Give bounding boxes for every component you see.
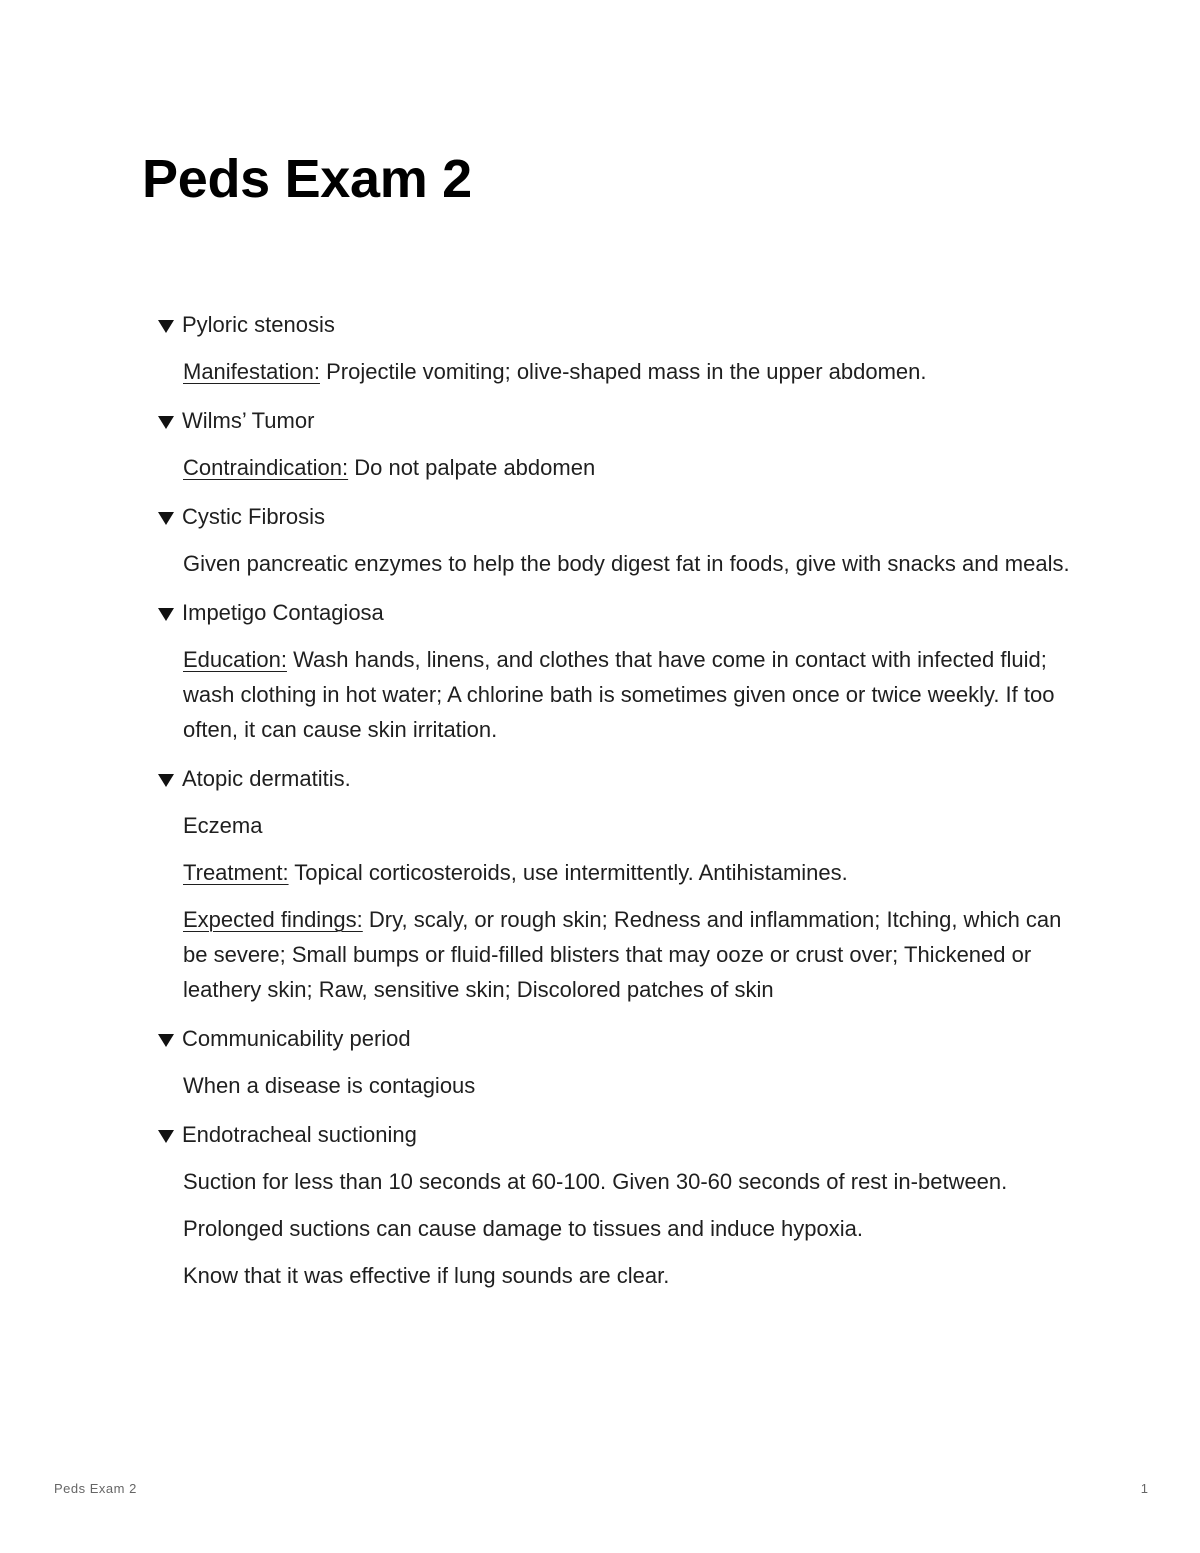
toggle-heading: Communicability period	[182, 1026, 411, 1051]
paragraph-text: Given pancreatic enzymes to help the body digest fat in foods, give with snacks and meals.	[183, 551, 1070, 576]
field-label: Education:	[183, 647, 287, 672]
field-label: Manifestation:	[183, 359, 320, 384]
toggle-block	[156, 1020, 1076, 1103]
toggle-paragraph	[183, 1211, 1076, 1246]
toggle-content	[156, 354, 1076, 389]
toggle-paragraph	[183, 1068, 1076, 1103]
paragraph-text: Suction for less than 10 seconds at 60-100. Given 30-60 seconds of rest in-between.	[183, 1169, 1008, 1194]
toggle-content	[156, 1164, 1076, 1293]
toggle-paragraph	[183, 808, 1076, 843]
toggle-block	[156, 1116, 1076, 1293]
triangle-down-icon[interactable]	[158, 608, 174, 621]
toggle-heading: Atopic dermatitis.	[182, 766, 351, 791]
toggle-header[interactable]	[156, 1020, 1076, 1058]
toggle-paragraph	[183, 642, 1076, 747]
paragraph-text: Projectile vomiting; olive-shaped mass in the upper abdomen.	[319, 359, 927, 384]
toggle-header[interactable]	[156, 1116, 1076, 1154]
toggle-paragraph	[183, 546, 1076, 581]
triangle-down-icon[interactable]	[158, 774, 174, 787]
toggle-header[interactable]	[156, 306, 1076, 344]
toggle-content	[156, 546, 1076, 581]
paragraph-text: Do not palpate abdomen	[348, 455, 596, 480]
toggle-content	[156, 808, 1076, 1007]
toggle-header[interactable]	[156, 594, 1076, 632]
toggle-heading: Cystic Fibrosis	[182, 504, 326, 529]
toggle-heading: Pyloric stenosis	[182, 312, 335, 337]
field-label: Contraindication:	[183, 455, 349, 480]
toggle-content	[156, 642, 1076, 747]
toggle-content	[156, 1068, 1076, 1103]
paragraph-text: Dry, scaly, or rough skin; Redness and inflammation; Itching, which can be severe; Small bumps or fluid-filled blisters that may ooze or crust over; Thickened or leathery skin; Raw, sensitive skin; Discolored patches of skin	[183, 907, 1062, 1002]
toggle-header[interactable]	[156, 498, 1076, 536]
paragraph-text: Wash hands, linens, and clothes that have come in contact with infected fluid; wash clothing in hot water; A chlorine bath is sometimes given once or twice weekly. If too often, it can cause skin irritation.	[183, 647, 1055, 742]
paragraph-text: Eczema	[183, 813, 263, 838]
toggle-heading: Impetigo Contagiosa	[182, 600, 384, 625]
footer-doc-title: Peds Exam 2	[54, 1481, 137, 1496]
toggle-block	[156, 760, 1076, 1007]
field-label: Treatment:	[183, 860, 289, 885]
toggle-paragraph	[183, 902, 1076, 1007]
toggle-paragraph	[183, 1258, 1076, 1293]
field-label: Expected findings:	[183, 907, 363, 932]
toggle-heading: Wilms’ Tumor	[182, 408, 315, 433]
toggle-block	[156, 498, 1076, 581]
triangle-down-icon[interactable]	[158, 320, 174, 333]
triangle-down-icon[interactable]	[158, 512, 174, 525]
toggle-paragraph	[183, 855, 1076, 890]
toggle-block	[156, 306, 1076, 389]
triangle-down-icon[interactable]	[158, 416, 174, 429]
paragraph-text: Topical corticosteroids, use intermittently. Antihistamines.	[288, 860, 848, 885]
toggle-block	[156, 594, 1076, 747]
toggle-paragraph	[183, 1164, 1076, 1199]
toggle-header[interactable]	[156, 760, 1076, 798]
toggle-list	[156, 306, 1076, 1306]
triangle-down-icon[interactable]	[158, 1034, 174, 1047]
toggle-block	[156, 402, 1076, 485]
footer-page-number: 1	[1140, 1481, 1148, 1496]
toggle-header[interactable]	[156, 402, 1076, 440]
toggle-paragraph	[183, 450, 1076, 485]
toggle-content	[156, 450, 1076, 485]
toggle-heading: Endotracheal suctioning	[182, 1122, 417, 1147]
triangle-down-icon[interactable]	[158, 1130, 174, 1143]
paragraph-text: Prolonged suctions can cause damage to tissues and induce hypoxia.	[183, 1216, 863, 1241]
page-title: Peds Exam 2	[142, 149, 472, 209]
paragraph-text: Know that it was effective if lung sounds are clear.	[183, 1263, 670, 1288]
paragraph-text: When a disease is contagious	[183, 1073, 476, 1098]
toggle-paragraph	[183, 354, 1076, 389]
